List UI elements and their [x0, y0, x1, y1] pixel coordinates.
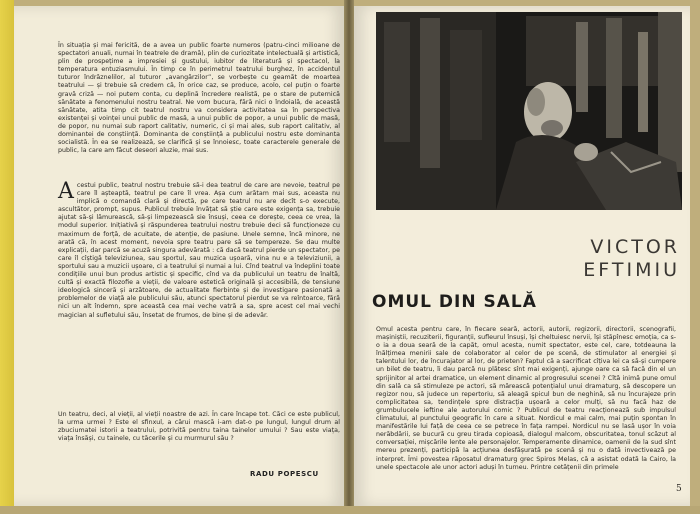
left-paragraph-1	[58, 42, 340, 155]
author-photo	[376, 12, 682, 210]
drop-cap: A	[58, 179, 74, 204]
paragraph-text: În situația și mai fericită, de a avea un public foarte numeros (patru-cinci milioane de spectatori anuali, numai în teatrele de dramă), plin de curiozitate intelectuală și artistică, plin de prospețime a impresiei și gustului, iubitor de literatură și spectacol, la temperatura entuziasmului. În timp ce în perimetrul teatrului burghez, în accidentul tuturor îndrăznelilor, al tuturor „avangărzilor”, se vorbește cu geamăt de moartea teatrului — și trebuie să credem că, în orice caz, se produce, acolo, cel puțin o foarte gravă criză — noi putem conta, cu deplină încredere realistă, pe o stare de puternică sănătate a fenomenului nostru teatral. Ne vom bucura, fără nici o îndoială, de această sănătate, atita timp cit teatrul nostru va considera activitatea sa în perspectiva existenței și voinței unui public de masă, a unui public de popor, a unui public de masă, de popor, nu numai sub raport calitativ, numeric, ci și mai ales, sub raport calitativ, al dominantei de conștiință. Dominanta de conștiință a publicului nostru este dominanta socialistă. În ea se realizează, se clarifică și se înnoiesc, toate caracterele generale de public, la care am făcut deseori aluzie, mai sus.	[58, 42, 341, 155]
page-number: 5	[676, 484, 682, 494]
left-paragraph-2	[58, 179, 340, 320]
cover-edge	[0, 0, 14, 514]
paragraph-text: Un teatru, deci, al vieții, al vieții noastre de azi. În care încape tot. Căci ce este publicul, la urma urmei ? Este el sfinxul, a cărui mască i-am dat-o pe lungul, lungul drum al zbuciumatei istorii a teatrului, potrivită pentru taina tainelor umului ? Sau este viața, viața însăși, cu tainele, cu tăcerile și cu murmurul său ?	[58, 411, 340, 443]
author-first-name: VICTOR	[590, 236, 680, 258]
left-paragraph-3	[58, 411, 340, 443]
page-bottom-edge	[0, 506, 700, 514]
article-title: OMUL DIN SALĂ	[372, 292, 537, 312]
portrait-illustration	[376, 12, 682, 210]
paragraph-text: cestui public, teatrul nostru trebuie să-i dea teatrul de care are nevoie, teatrul pe care îl așteaptă, teatrul pe care îl vrea. Așa cum arătam mai sus, aceasta nu implică o comandă clară și directă, pe care teatrul nu are decît s-o execute, ascultător, prompt, supus. Publicul trebuie învățat să știe care este exigența sa, trebuie ajutat să-și lămurească, să-și limpezească sie însuși, ceea ce dorește, ceea ce vrea, la modul superior. Inițiativă și răspunderea teatrului nostru trebuie deci să funcționeze cu maximum de forță, de acuitate, de atenție, de pasiune. Unele semne, încă minore, ne arată că, în acest moment, nevoia spre teatru pare să se tempereze. Se dau multe explicații, dar parcă se acuză singura adevărată : că dacă teatrul pierde un spectator, pe care îl cîștigă televiziunea, sau sportul, sau muzica ușoară, vina nu e a televiziunii, a sportului sau a muzicii ușoare, ci a teatrului și numai a lui. Cînd teatrul va îndeplini toate condițiile unui bun produs artistic și specific, cînd va da publicului un teatru de înaltă, cultă și exactă filozofie a vieții, de valoare estetică originală și accesibilă, de tensiune ideologică sinceră și arzătoare, de actualitate fierbinte și de investigare pasionată a problemelor de viață ale publicului său, atunci spectatorul pierdut se va reîntoarce, fără nici un alt îndemn, spre această cea mai veche vatră a sa, spre acest cel mai vechi magician al sufletului său, însetat de frumos, de bine și de adevăr.	[58, 182, 340, 319]
book-gutter	[344, 0, 354, 514]
author-signature: RADU POPESCU	[250, 470, 319, 478]
author-last-name: EFTIMIU	[583, 259, 680, 281]
paragraph-text: Omul acesta pentru care, în fiecare seară, actorii, autorii, regizorii, directorii, scenografii, mașiniștii, recuziterii, figuranții, sufleurul însuși, își cheltuiesc nervii, își stăpînesc emoția, ca s-o ia a doua seară de la capăt, omul acesta, numit spectator, este cel, care, totdeauna la înălțimea menirii sale de colaborator al celor de pe scenă, de stimulator al energiei și talentului lor, de încurajator al lor, de prieten? Faptul că a sacrificat cîțiva lei ca să-și cumpere un bilet de teatru, îi dau parcă nu plătesc sînt mai exigenți, ajunge oare ca să facă din el un sprijinitor al artei dramatice, un element dinamic al progresului scenei ? Cîtă inimă pune omul din sală ca să stimuleze pe actori, să mărească potențialul unui dramaturg, să descopere un regizor nou, să judece un repertoriu, să aleagă spicul bun de neghină, să nu încurajeze prin complicitatea sa, tendințele spre distracția ușoară a celor mulți, să nu facă haz de grumbulucele ieftine ale autorului comic ? Publicul de teatru reacționează sub impulsul climatului, al punctului geografic în care a situat. Nordicul e mai calm, mai puțin spontan în manifestările lui față de ceea ce se petrece în fața rampei. Nordicul nu se lasă ușor în voia nerăbdării, se bucură cu greu tirada copioasă, dialogul malcom, obscuritatea, tonul scăzut al conversației, mișcările lente ale personajelor. Temperamente dinamice, oamenii de la sud sînt mereu prezenți, participă la acțiunea desfășurată pe scenă și nu o dată invectivează pe interpret. Îmi povestea răposatul dramaturg grec Spiros Melas, că a asistat odată la Cairo, la unele spectacole ale unor actori aduși în turneu. Printre cetățenii din primele	[376, 326, 676, 471]
right-body	[376, 326, 676, 472]
